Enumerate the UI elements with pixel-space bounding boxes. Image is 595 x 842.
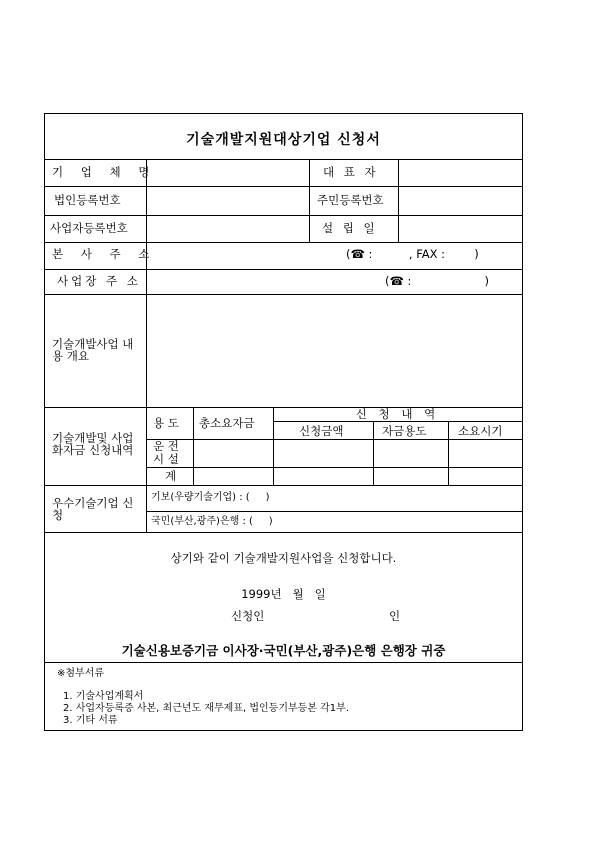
- invest-sub-timing: 소요시기: [458, 424, 503, 438]
- company-name-label: 기 업 체 명: [52, 165, 157, 179]
- declaration-statement: 상기와 같이 기술개발지원사업을 신청합니다.: [170, 551, 397, 565]
- established-date-field[interactable]: [400, 217, 520, 240]
- attachment-item: 1. 기술사업계획서: [63, 691, 144, 702]
- company-name-field[interactable]: [148, 161, 307, 184]
- invest-col-total: 총소요자금: [199, 416, 255, 430]
- biz-reg-label: 사업자등록번호: [50, 221, 128, 235]
- hq-address-label: 본 사 주 소: [52, 247, 157, 261]
- form-title: 기술개발지원대상기업 신청서: [186, 132, 381, 148]
- summary-field[interactable]: [148, 296, 520, 405]
- invest-row-facility: 시 설: [153, 452, 179, 466]
- invest-label: 기술개발및 사업화자금 신청내역: [52, 431, 134, 457]
- hq-phone-fax: (☎ : , FAX : ): [346, 247, 479, 261]
- attachment-item: 3. 기타 서류: [63, 715, 118, 726]
- summary-label: 기술개발사업 내용 개요: [52, 337, 134, 363]
- biz-reg-field[interactable]: [148, 217, 307, 240]
- site-address-field[interactable]: [148, 271, 378, 292]
- representative-label: 대 표 자: [323, 165, 379, 179]
- resident-reg-field[interactable]: [400, 188, 520, 213]
- excellent-bank-option[interactable]: 국민(부산,광주)은행 : ( ): [151, 516, 273, 527]
- invest-col-use: 용 도: [153, 416, 179, 430]
- representative-field[interactable]: [400, 161, 520, 184]
- corp-reg-field[interactable]: [148, 188, 307, 213]
- invest-operating-amount-cell[interactable]: [195, 441, 271, 465]
- invest-sub-amount: 신청금액: [299, 424, 344, 438]
- application-form: [44, 113, 523, 731]
- established-date-label: 설 립 일: [322, 221, 378, 235]
- declaration-date: 1999년 월 일: [241, 587, 326, 601]
- site-address-label: 사업장 주 소: [57, 274, 141, 288]
- invest-purpose-cell[interactable]: [375, 441, 446, 465]
- site-phone: (☎ : ): [385, 274, 489, 288]
- invest-timing-cell[interactable]: [450, 441, 520, 465]
- applicant-label: 신청인: [231, 609, 265, 623]
- excellent-label: 우수기술기업 신청: [52, 496, 134, 522]
- invest-row-operating: 운 전: [153, 439, 179, 453]
- attachment-item: 2. 사업자등록증 사본, 최근년도 재무제표, 법인등기부등본 각1부.: [63, 703, 350, 714]
- seal-label: 인: [389, 609, 401, 623]
- addressee: 기술신용보증기금 이사장·국민(부산,광주)은행 은행장 귀중: [121, 643, 446, 658]
- invest-row-total: 계: [165, 469, 177, 483]
- corp-reg-label: 법인등록번호: [54, 193, 121, 207]
- hq-address-field[interactable]: [148, 244, 338, 267]
- excellent-kibo-option[interactable]: 기보(우량기술기업) : ( ): [151, 492, 270, 503]
- attachments-heading: ※첨부서류: [57, 668, 105, 679]
- invest-group-header: 신 청 내 역: [355, 407, 440, 421]
- invest-request-amount-cell[interactable]: [275, 441, 371, 465]
- invest-sub-purpose: 자금용도: [382, 424, 427, 438]
- resident-reg-label: 주민등록번호: [317, 193, 384, 207]
